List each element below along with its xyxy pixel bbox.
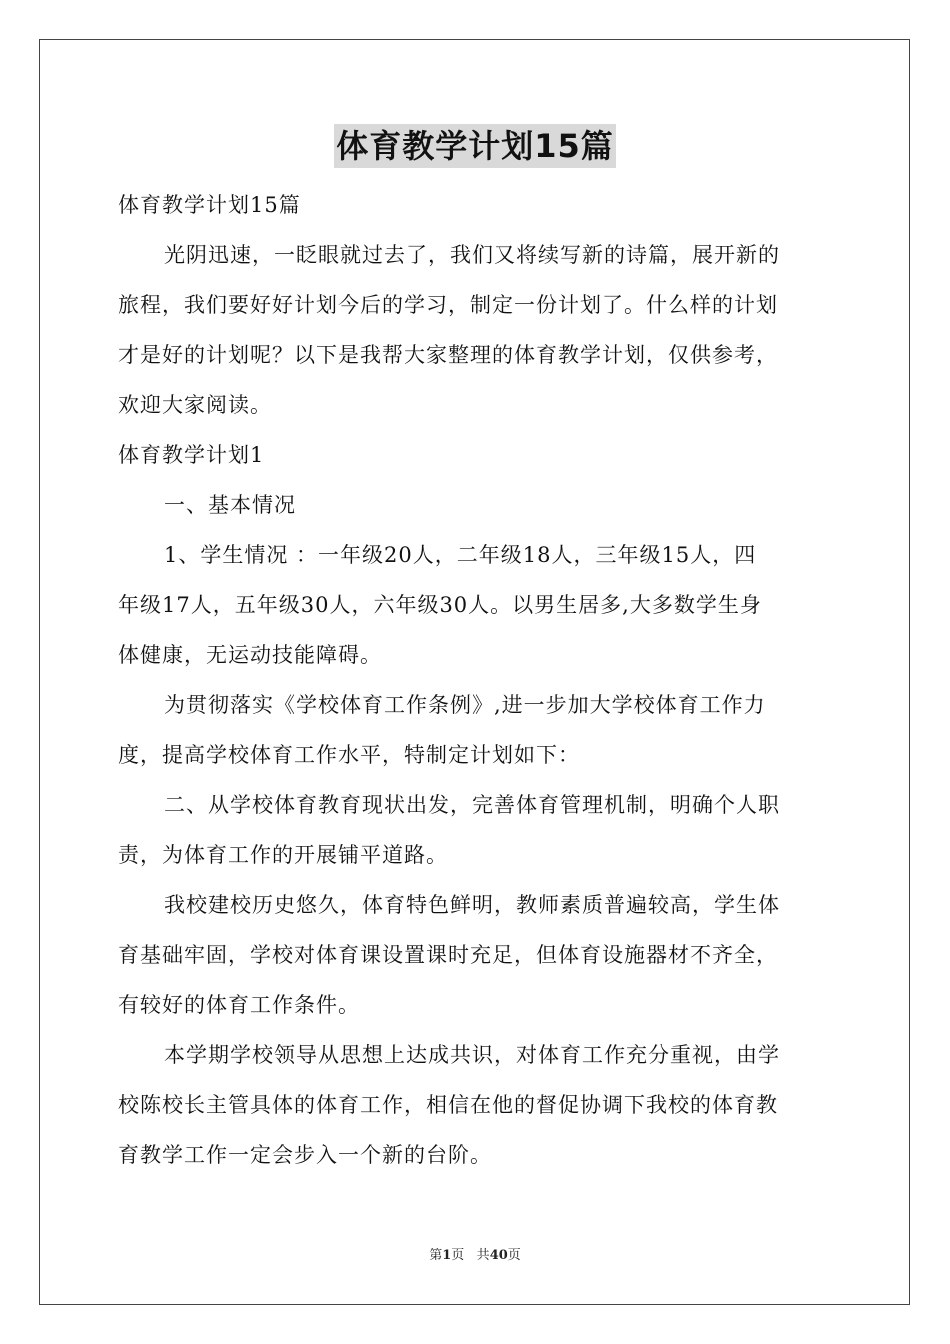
text-line: 旅程，我们要好好计划今后的学习，制定一份计划了。什么样的计划 bbox=[118, 293, 778, 317]
section-heading: 体育教学计划1 bbox=[118, 443, 265, 467]
text-line: 育基础牢固，学校对体育课设置课时充足，但体育设施器材不齐全， bbox=[118, 943, 778, 967]
text-line: 本学期学校领导从思想上达成共识，对体育工作充分重视，由学 bbox=[164, 1043, 780, 1067]
text-line: 育教学工作一定会步入一个新的台阶。 bbox=[118, 1143, 492, 1167]
text-line: 体健康，无运动技能障碍。 bbox=[118, 643, 382, 667]
text-line: 1、学生情况 ：一年级20人，二年级18人，三年级15人，四 bbox=[164, 543, 757, 567]
subsection-heading: 一、基本情况 bbox=[164, 493, 296, 517]
total-suffix: 页 bbox=[507, 1248, 521, 1263]
text-line: 光阴迅速，一眨眼就过去了，我们又将续写新的诗篇，展开新的 bbox=[164, 243, 780, 267]
document-body bbox=[118, 180, 834, 1180]
text-line: 年级17人，五年级30人，六年级30人。以男生居多,大多数学生身 bbox=[118, 593, 762, 617]
text-line: 责，为体育工作的开展铺平道路。 bbox=[118, 843, 448, 867]
total-pages: 40 bbox=[489, 1248, 508, 1263]
text-line: 校陈校长主管具体的体育工作，相信在他的督促协调下我校的体育教 bbox=[118, 1093, 778, 1117]
text-line: 欢迎大家阅读。 bbox=[118, 393, 272, 417]
title-container bbox=[0, 124, 950, 168]
text-line: 有较好的体育工作条件。 bbox=[118, 993, 360, 1017]
document-title: 体育教学计划15篇 bbox=[334, 124, 616, 168]
page-number: 1 bbox=[442, 1248, 452, 1263]
page-prefix: 第 bbox=[429, 1248, 443, 1263]
text-line: 体育教学计划15篇 bbox=[118, 193, 301, 217]
text-line: 才是好的计划呢？以下是我帮大家整理的体育教学计划，仅供参考， bbox=[118, 343, 778, 367]
text-line: 我校建校历史悠久，体育特色鲜明，教师素质普遍较高，学生体 bbox=[164, 893, 780, 917]
text-line: 度，提高学校体育工作水平，特制定计划如下： bbox=[118, 743, 580, 767]
text-line: 为贯彻落实《学校体育工作条例》,进一步加大学校体育工作力 bbox=[164, 693, 766, 717]
subsection-heading: 二、从学校体育教育现状出发，完善体育管理机制，明确个人职 bbox=[164, 793, 780, 817]
page-suffix: 页 bbox=[451, 1248, 465, 1263]
total-prefix: 共 bbox=[476, 1248, 490, 1263]
page-footer bbox=[0, 1247, 950, 1265]
